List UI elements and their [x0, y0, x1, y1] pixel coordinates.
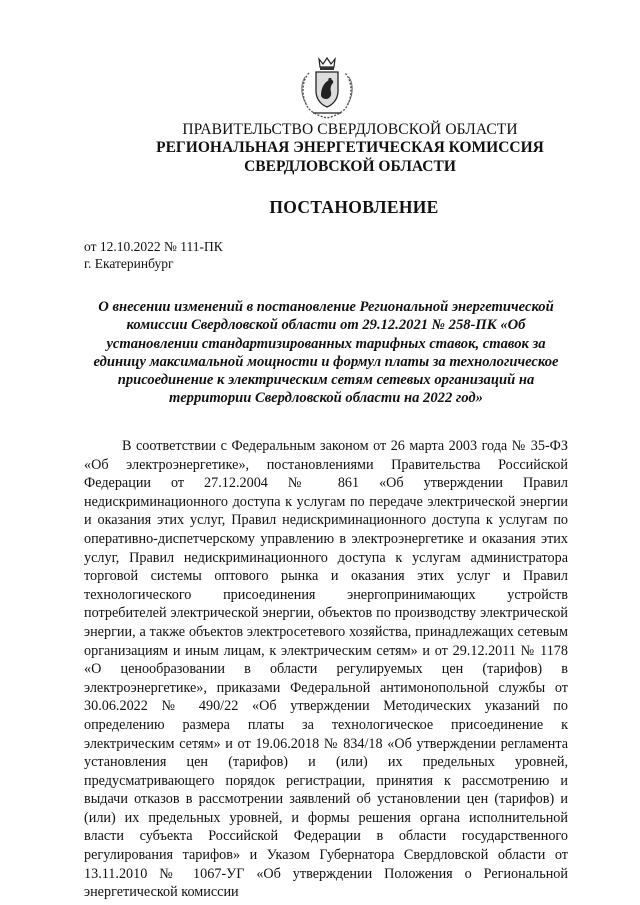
document-title: О внесении изменений в постановление Региональной энергетической комиссии Свердловской области от 29.12.2021 № 258-ПК «Об установлении стандартизированных тарифных ставок, ставок за единицу максимальной мощности и формул платы за технологическое присоединение к электрическим сетям сетевых организаций на территории Свердловской области на 2022 год»: [93, 299, 559, 407]
document-city: г. Екатеринбург: [84, 256, 174, 271]
government-name: ПРАВИТЕЛЬСТВО СВЕРДЛОВСКОЙ ОБЛАСТИ: [182, 121, 518, 138]
document-body: [84, 437, 568, 902]
coat-of-arms-icon: [299, 55, 355, 121]
commission-region: СВЕРДЛОВСКОЙ ОБЛАСТИ: [244, 158, 456, 175]
commission-name: РЕГИОНАЛЬНАЯ ЭНЕРГЕТИЧЕСКАЯ КОМИССИЯ: [156, 139, 544, 156]
document-type: ПОСТАНОВЛЕНИЕ: [269, 197, 439, 217]
document-date-number: от 12.10.2022 № 111-ПК: [84, 239, 223, 254]
body-paragraph: В соответствии с Федеральным законом от 26 марта 2003 года № 35-ФЗ «Об электроэнергетике», постановлениями Правительства Российской Федерации от 27.12.2004 № 861 «Об утверждении Правил недискриминационного доступа к услугам по передаче электрической энергии и оказания этих услуг, Правил недискриминационного доступа к услугам по оперативно-диспетчерскому управлению в электроэнергетике и оказания этих услуг, Правил недискриминационного доступа к услугам администратора торговой системы оптового рынка и оказания этих услуг и Правил технологического присоединения энергопринимающих устройств потребителей электрической энергии, объектов по производству электрической энергии, а также объектов электросетевого хозяйства, принадлежащих сетевым организациям и иным лицам, к электрическим сетям» и от 29.12.2011 № 1178 «О ценообразовании в области регулируемых цен (тарифов) в электроэнергетике», приказами Федеральной антимонопольной службы от 30.06.2022 № 490/22 «Об утверждении Методических указаний по определению размера платы за технологическое присоединение к электрическим сетям» и от 19.06.2018 № 834/18 «Об утверждении регламента установления цен (тарифов) и (или) их предельных уровней, предусматривающего порядок регистрации, принятия к рассмотрению и выдачи отказов в рассмотрении заявлений об установлении цен (тарифов) и (или) их предельных уровней, и формы решения органа исполнительной власти субъекта Российской Федерации в области государственного регулирования тарифов» и Указом Губернатора Свердловской области от 13.11.2010 № 1067-УГ «Об утверждении Положения о Региональной энергетической комиссии: [84, 438, 568, 901]
